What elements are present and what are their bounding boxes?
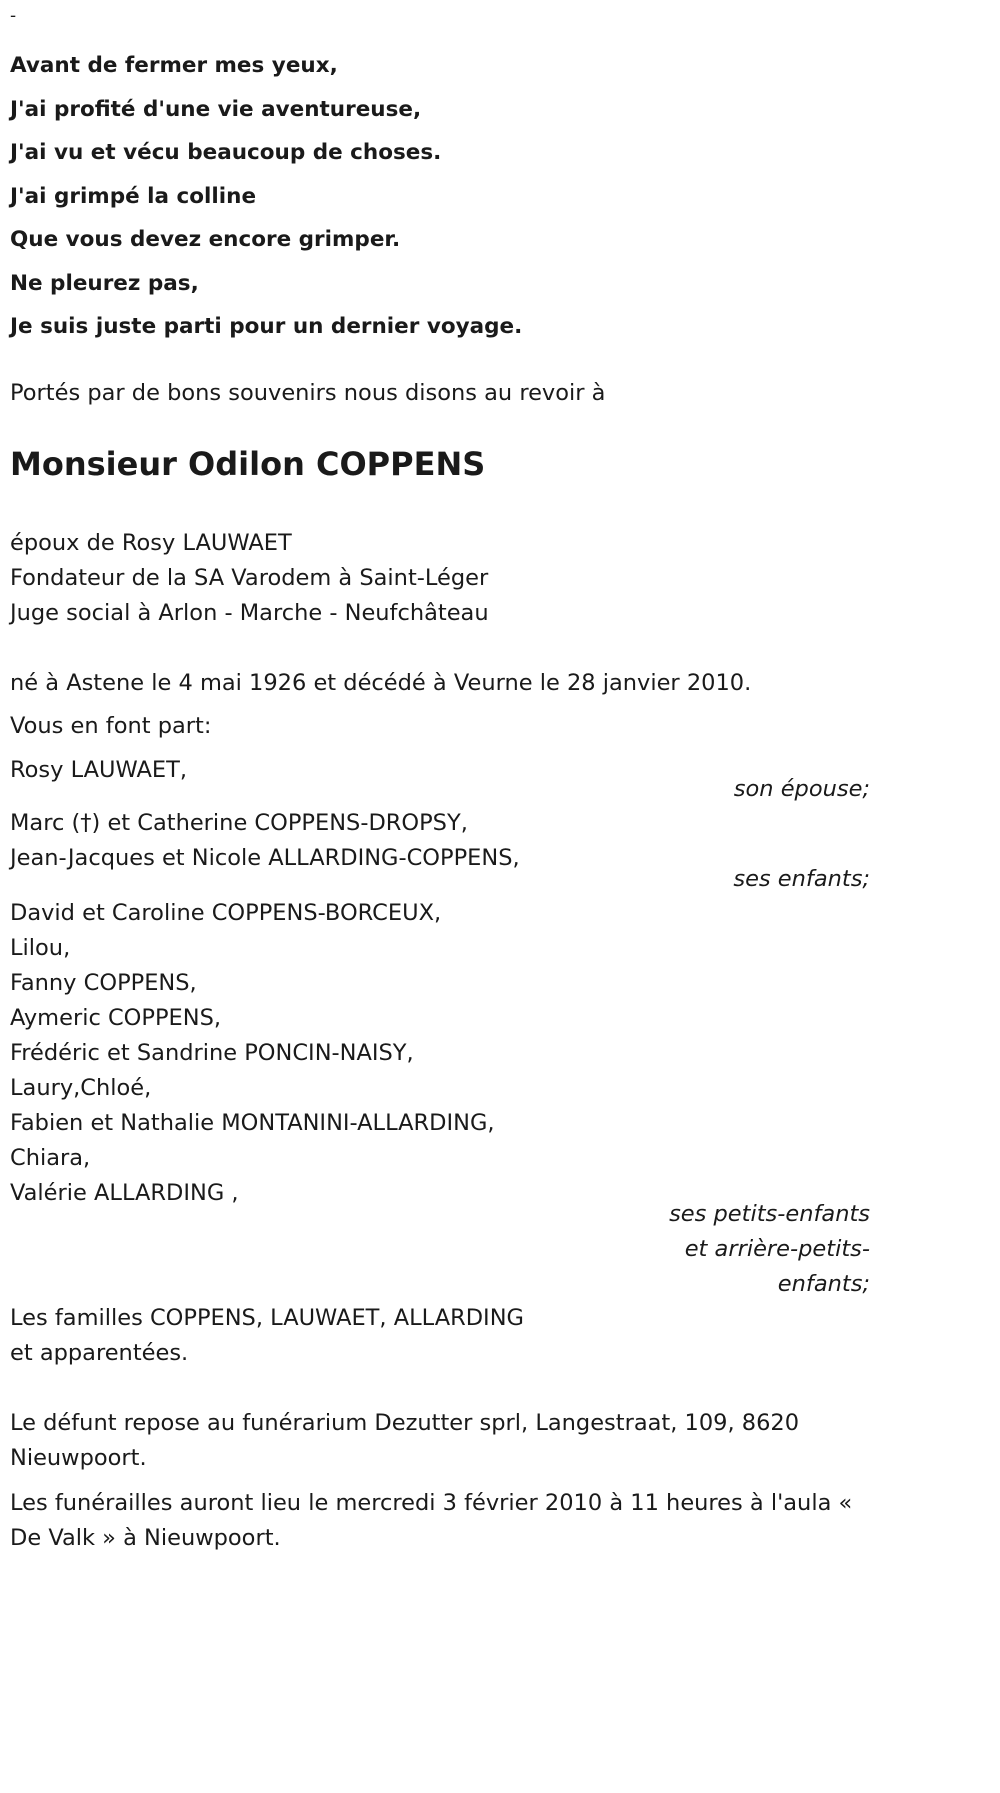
spouse-role: son épouse; [733, 776, 870, 802]
list-item: Fabien et Nathalie MONTANINI-ALLARDING, [10, 1110, 495, 1136]
farewell-intro: Portés par de bons souvenirs nous disons au revoir à [10, 380, 606, 406]
poem-line: Je suis juste parti pour un dernier voyage. [10, 314, 523, 339]
title-line: Juge social à Arlon - Marche - Neufchâteau [10, 600, 489, 626]
rest-place-line: Le défunt repose au funérarium Dezutter sprl, Langestraat, 109, 8620 [10, 1410, 800, 1436]
list-item: Fanny COPPENS, [10, 970, 197, 996]
poem-line: J'ai vu et vécu beaucoup de choses. [10, 140, 442, 165]
spouse-list [10, 755, 187, 790]
funeral-line: De Valk » à Nieuwpoort. [10, 1525, 281, 1551]
children-role: ses enfants; [733, 866, 870, 892]
rest-place-block [10, 1408, 799, 1478]
list-item: Aymeric COPPENS, [10, 1005, 222, 1031]
list-item: David et Caroline COPPENS-BORCEUX, [10, 900, 442, 926]
list-item: Jean-Jacques et Nicole ALLARDING-COPPENS, [10, 845, 520, 871]
children-list [10, 808, 520, 878]
families-line: et apparentées. [10, 1340, 189, 1366]
rest-place-line: Nieuwpoort. [10, 1445, 147, 1471]
title-line: Fondateur de la SA Varodem à Saint-Léger [10, 565, 489, 591]
birth-death-line: né à Astene le 4 mai 1926 et décédé à Veurne le 28 janvier 2010. [10, 670, 752, 696]
title-line: époux de Rosy LAUWAET [10, 530, 292, 556]
grandchildren-list [10, 898, 495, 1213]
list-item: Rosy LAUWAET, [10, 757, 188, 783]
poem-line: J'ai grimpé la colline [10, 183, 257, 209]
poem [10, 50, 522, 355]
role-line: enfants; [777, 1271, 870, 1297]
list-item: Valérie ALLARDING , [10, 1180, 239, 1206]
poem-line: Que vous devez encore grimper. [10, 227, 401, 252]
list-item: Marc (†) et Catherine COPPENS-DROPSY, [10, 810, 468, 836]
top-dash: - [10, 6, 17, 26]
list-item: Lilou, [10, 935, 71, 961]
funeral-line: Les funérailles auront lieu le mercredi 3 février 2010 à 11 heures à l'aula « [10, 1490, 853, 1516]
list-item: Laury,Chloé, [10, 1075, 152, 1101]
poem-line: Avant de fermer mes yeux, [10, 53, 338, 78]
families-line: Les familles COPPENS, LAUWAET, ALLARDING [10, 1305, 524, 1331]
poem-line: Ne pleurez pas, [10, 270, 199, 296]
role-line: et arrière-petits- [684, 1236, 870, 1262]
deceased-name: Monsieur Odilon COPPENS [10, 445, 486, 483]
deceased-titles [10, 528, 489, 633]
families-block [10, 1303, 524, 1373]
grandchildren-role [650, 1197, 870, 1302]
list-item: Chiara, [10, 1145, 91, 1171]
poem-line: J'ai profité d'une vie aventureuse, [10, 96, 422, 122]
funeral-block [10, 1488, 852, 1558]
announce-label: Vous en font part: [10, 713, 212, 739]
role-line: ses petits-enfants [669, 1201, 870, 1227]
list-item: Frédéric et Sandrine PONCIN-NAISY, [10, 1040, 414, 1066]
